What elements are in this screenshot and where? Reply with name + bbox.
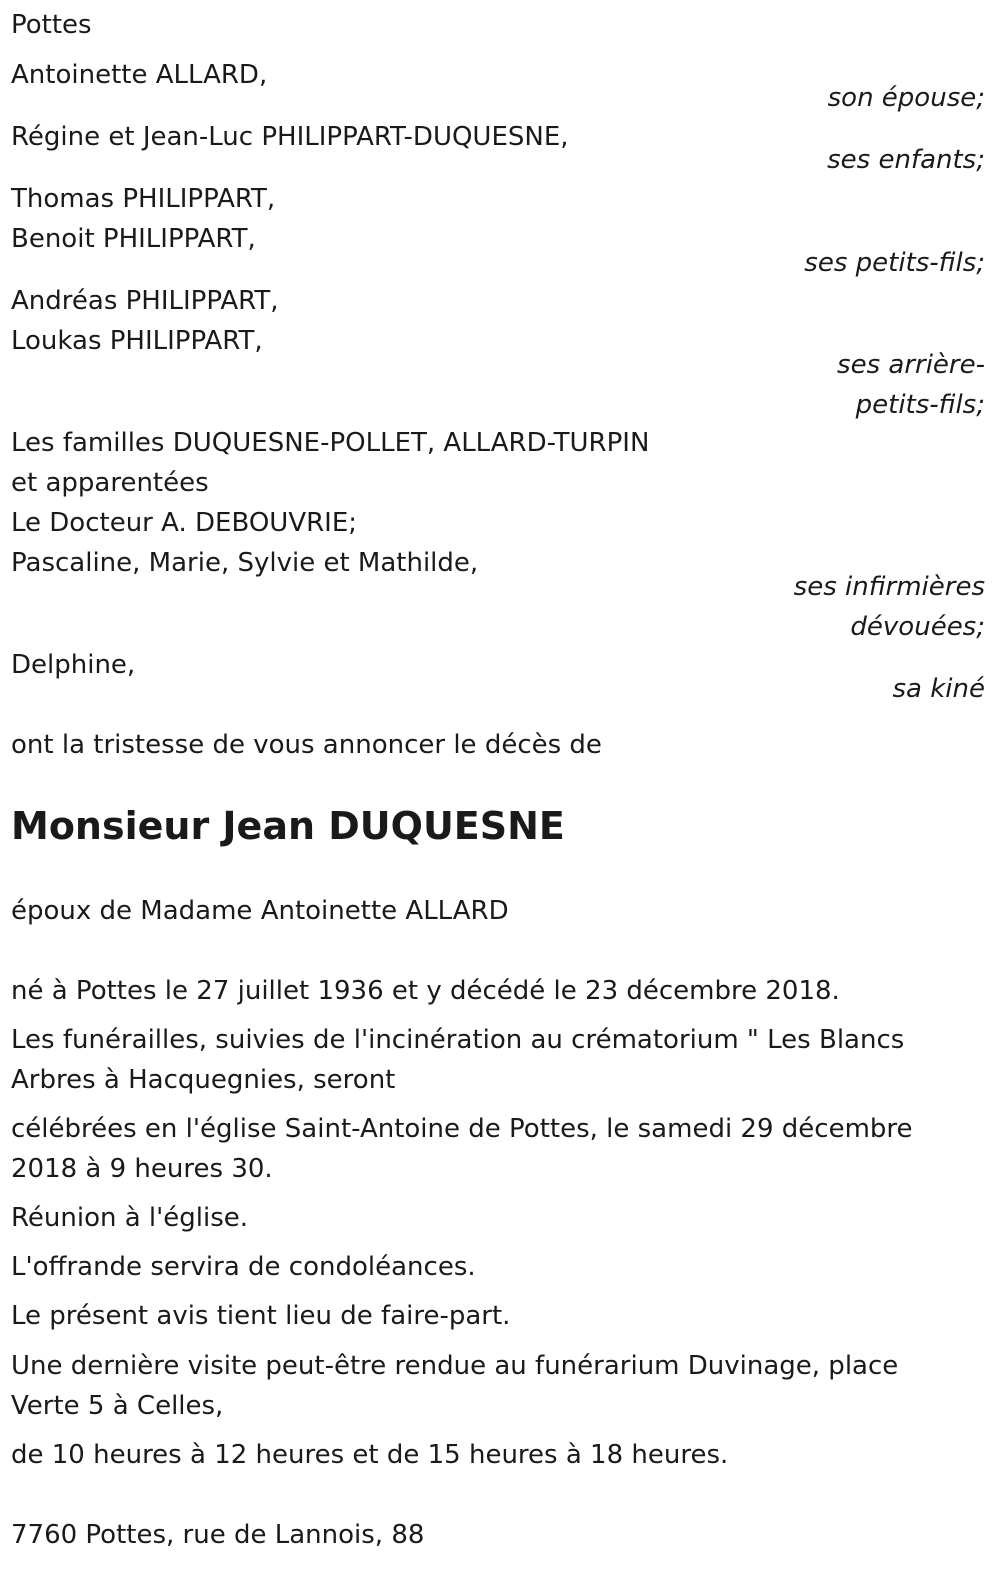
spouse-of: époux de Madame Antoinette ALLARD — [11, 896, 509, 926]
children-name: Régine et Jean-Luc PHILIPPART-DUQUESNE, — [11, 122, 569, 152]
doctor: Le Docteur A. DEBOUVRIE; — [11, 508, 358, 538]
grandson-1: Thomas PHILIPPART, — [11, 184, 276, 214]
physio-name: Delphine, — [11, 650, 136, 680]
spouse-name: Antoinette ALLARD, — [11, 60, 268, 90]
ceremony-line1: célébrées en l'église Saint-Antoine de Pottes, le samedi 29 décembre — [11, 1114, 913, 1144]
great-grandsons-role-line1: ses arrière- — [837, 350, 985, 380]
grandsons-role: ses petits-fils; — [804, 248, 985, 278]
birth-death: né à Pottes le 27 juillet 1936 et y décédé le 23 décembre 2018. — [11, 976, 840, 1006]
grandson-2: Benoit PHILIPPART, — [11, 224, 256, 254]
great-grandsons-role-line2: petits-fils; — [855, 390, 985, 420]
meeting: Réunion à l'église. — [11, 1203, 249, 1233]
nurses-role-line1: ses infirmières — [793, 572, 985, 602]
notice: Le présent avis tient lieu de faire-part. — [11, 1301, 511, 1331]
visit-line2: Verte 5 à Celles, — [11, 1391, 224, 1421]
funeral-line1: Les funérailles, suivies de l'incinération au crématorium " Les Blancs — [11, 1025, 905, 1055]
visit-line1: Une dernière visite peut-être rendue au funérarium Duvinage, place — [11, 1351, 899, 1381]
great-grandson-2: Loukas PHILIPPART, — [11, 326, 263, 356]
nurses-name: Pascaline, Marie, Sylvie et Mathilde, — [11, 548, 479, 578]
children-role: ses enfants; — [827, 145, 985, 175]
great-grandson-1: Andréas PHILIPPART, — [11, 286, 279, 316]
address: 7760 Pottes, rue de Lannois, 88 — [11, 1520, 425, 1550]
families-line2: et apparentées — [11, 468, 209, 498]
nurses-role-line2: dévouées; — [850, 612, 985, 642]
families-line1: Les familles DUQUESNE-POLLET, ALLARD-TURPIN — [11, 428, 650, 458]
physio-role: sa kiné — [892, 674, 985, 704]
announcement: ont la tristesse de vous annoncer le décès de — [11, 730, 602, 760]
place: Pottes — [11, 10, 92, 40]
visit-hours: de 10 heures à 12 heures et de 15 heures à 18 heures. — [11, 1440, 729, 1470]
ceremony-line2: 2018 à 9 heures 30. — [11, 1154, 273, 1184]
spouse-role: son épouse; — [827, 83, 985, 113]
deceased-name: Monsieur Jean DUQUESNE — [11, 804, 565, 848]
offering: L'offrande servira de condoléances. — [11, 1252, 476, 1282]
funeral-line2: Arbres à Hacquegnies, seront — [11, 1065, 396, 1095]
